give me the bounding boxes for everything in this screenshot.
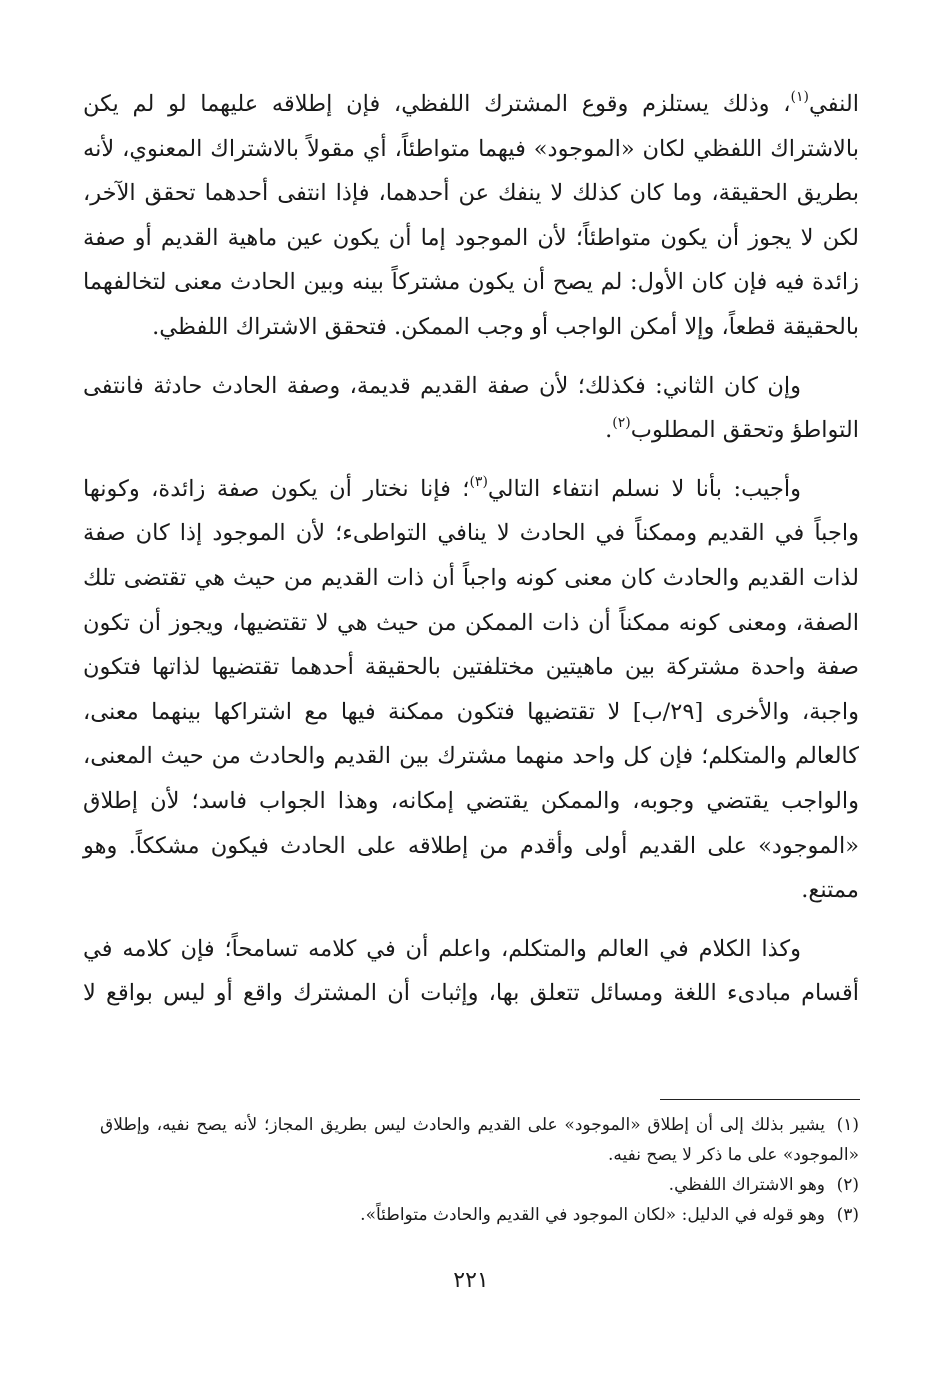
footnote-divider [660,1099,860,1100]
text-run: ؛ فإنا نختار أن يكون صفة زائدة، وكونها واجباً في القديم وممكناً في الحادث لا ينافي التواطىء؛ لأن الموجود إذا كان صفة لذات القديم والحادث كان معنى كونه واجباً أن ذات القديم من حيث هي تقتضى تلك الصفة، ومعنى كونه ممكناً أن ذات الممكن من حيث هي لا تقتضيها، ويجوز أن تكون صفة واحدة مشتركة بين ماهيتين مختلفتين بالحقيقة أحدهما تقتضيها لذاتها فتكون واجبة، والأخرى [٢٩/ب] لا تقتضيها فتكون ممكنة فيها مع اشتراكها بينهما معنى، كالعالم والمتكلم؛ فإن كل واحد منهما مشترك بين القديم والحادث من حيث المعنى، والواجب يقتضي وجوبه، والممكن يقتضي إمكانه، وهذا الجواب فاسد؛ لأن إطلاق «الموجود» على القديم أولى وأقدم من إطلاقه على الحادث فيكون مشككاً. وهو ممتنع. [83,475,859,904]
footnote-3 [100,1200,859,1230]
text-run: . [605,417,613,444]
footnote-ref-2: (٢) [612,415,631,432]
text-run: النفي [808,91,859,117]
footnote-number: (٣) [836,1205,859,1225]
text-run: وإن كان الثاني: فكذلك؛ لأن صفة القديم قديمة، وصفة الحادث حادثة فانتفى التواطؤ وتحقق المطلوب [83,372,859,444]
paragraph-4: وكذا الكلام في العالم والمتكلم، واعلم أن في كلامه تسامحاً؛ فإن كلامه في أقسام مبادىء اللغة ومسائل تتعلق بها، وإثبات أن المشترك واقع أو ليس بواقع لا [83,935,859,1007]
footnote-text: وهو الاشتراك اللفظي. [668,1175,825,1195]
paragraph-2 [83,364,859,453]
footnote-1 [100,1110,859,1170]
paragraph-1 [83,82,859,350]
footnote-text: وهو قوله في الدليل: «لكان الموجود في القديم والحادث متواطئاً». [360,1205,825,1225]
footnote-text: يشير بذلك إلى أن إطلاق «الموجود» على القديم والحادث ليس بطريق المجاز؛ لأنه يصح نفيه، وإطلاق «الموجود» على ما ذكر لا يصح نفيه. [100,1115,859,1165]
footnote-number: (١) [836,1115,859,1135]
text-run: ، وذلك يستلزم وقوع المشترك اللفظي، فإن إطلاقه عليهما لو لم يكن بالاشتراك اللفظي لكان «الموجود» فيهما متواطئاً، أي مقولاً بالاشتراك المعنوي، لأنه بطريق الحقيقة، وما كان كذلك لا ينفك عن أحدهما، فإذا انتفى أحدهما تحقق الآخر، لكن لا يجوز أن يكون متواطئاً؛ لأن الموجود إما أن يكون عين ماهية القديم أو صفة زائدة فيه فإن كان الأول: لم يصح أن يكون مشتركاً بينه وبين الحادث معنى لتخالفهما بالحقيقة قطعاً، وإلا أمكن الواجب أو وجب الممكن. فتحقق الاشتراك اللفظي. [83,91,859,340]
footnote-ref-3: (٣) [469,473,488,490]
footnotes [100,1110,859,1230]
main-text [83,82,859,1016]
footnote-2 [100,1170,859,1200]
paragraph-3 [83,467,859,913]
text-run: وأجيب: بأنا لا نسلم انتفاء التالي [487,475,801,502]
page-number: ٢٢١ [453,1268,489,1293]
footnote-number: (٢) [836,1175,859,1195]
footnote-ref-1: (١) [790,89,809,105]
